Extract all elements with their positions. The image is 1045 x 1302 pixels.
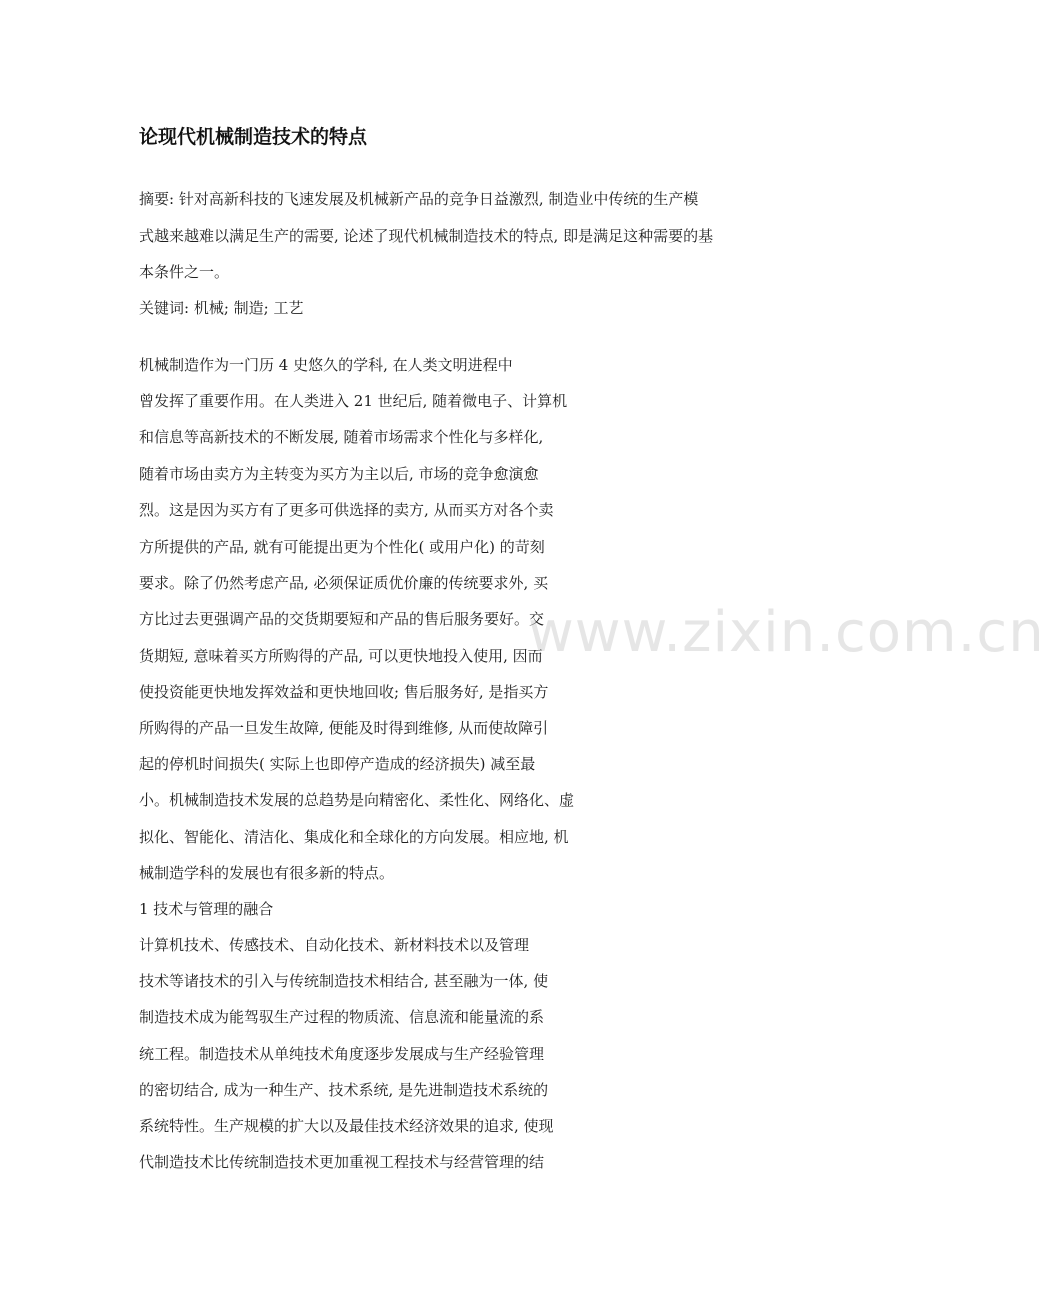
body-line: 烈。这是因为买方有了更多可供选择的卖方, 从而买方对各个卖 bbox=[139, 501, 554, 519]
body-line: 小。机械制造技术发展的总趋势是向精密化、柔性化、网络化、虚 bbox=[139, 791, 575, 809]
body-line: 机械制造作为一门历 4 史悠久的学科, 在人类文明进程中 bbox=[139, 356, 513, 374]
body-line: 要求。除了仍然考虑产品, 必须保证质优价廉的传统要求外, 买 bbox=[139, 574, 549, 592]
body-line: 制造技术成为能驾驭生产过程的物质流、信息流和能量流的系 bbox=[139, 1008, 545, 1026]
watermark: www.zixin.com.cn bbox=[528, 600, 1045, 665]
section-heading: 1 技术与管理的融合 bbox=[139, 900, 274, 918]
body-line: 统工程。制造技术从单纯技术角度逐步发展成与生产经验管理 bbox=[139, 1045, 545, 1063]
body-line: 的密切结合, 成为一种生产、技术系统, 是先进制造技术系统的 bbox=[139, 1081, 549, 1099]
abstract-line: 本条件之一。 bbox=[139, 263, 230, 281]
body-line: 曾发挥了重要作用。在人类进入 21 世纪后, 随着微电子、计算机 bbox=[139, 392, 568, 410]
body-line: 方比过去更强调产品的交货期要短和产品的售后服务要好。交 bbox=[139, 610, 545, 628]
body-line: 和信息等高新技术的不断发展, 随着市场需求个性化与多样化, bbox=[139, 428, 544, 446]
body-line: 起的停机时间损失( 实际上也即停产造成的经济损失) 减至最 bbox=[139, 755, 536, 773]
body-line: 代制造技术比传统制造技术更加重视工程技术与经营管理的结 bbox=[139, 1153, 545, 1171]
body-line: 随着市场由卖方为主转变为买方为主以后, 市场的竞争愈演愈 bbox=[139, 465, 539, 483]
body-line: 技术等诸技术的引入与传统制造技术相结合, 甚至融为一体, 使 bbox=[139, 972, 549, 990]
body-line: 使投资能更快地发挥效益和更快地回收; 售后服务好, 是指买方 bbox=[139, 683, 549, 701]
body-line: 方所提供的产品, 就有可能提出更为个性化( 或用户化) 的苛刻 bbox=[139, 538, 545, 556]
body-line: 货期短, 意味着买方所购得的产品, 可以更快地投入使用, 因而 bbox=[139, 647, 543, 665]
abstract-line: 式越来越难以满足生产的需要, 论述了现代机械制造技术的特点, 即是满足这种需要的基 bbox=[139, 227, 714, 245]
body-line: 计算机技术、传感技术、自动化技术、新材料技术以及管理 bbox=[139, 936, 530, 954]
abstract-line: 摘要: 针对高新科技的飞速发展及机械新产品的竞争日益激烈, 制造业中传统的生产模 bbox=[139, 190, 699, 208]
body-line: 系统特性。生产规模的扩大以及最佳技术经济效果的追求, 使现 bbox=[139, 1117, 554, 1135]
body-line: 所购得的产品一旦发生故障, 便能及时得到维修, 从而使故障引 bbox=[139, 719, 549, 737]
keywords-line: 关键词: 机械; 制造; 工艺 bbox=[139, 299, 304, 317]
body-line: 械制造学科的发展也有很多新的特点。 bbox=[139, 864, 395, 882]
document-title: 论现代机械制造技术的特点 bbox=[139, 126, 368, 148]
body-line: 拟化、智能化、清洁化、集成化和全球化的方向发展。相应地, 机 bbox=[139, 828, 569, 846]
